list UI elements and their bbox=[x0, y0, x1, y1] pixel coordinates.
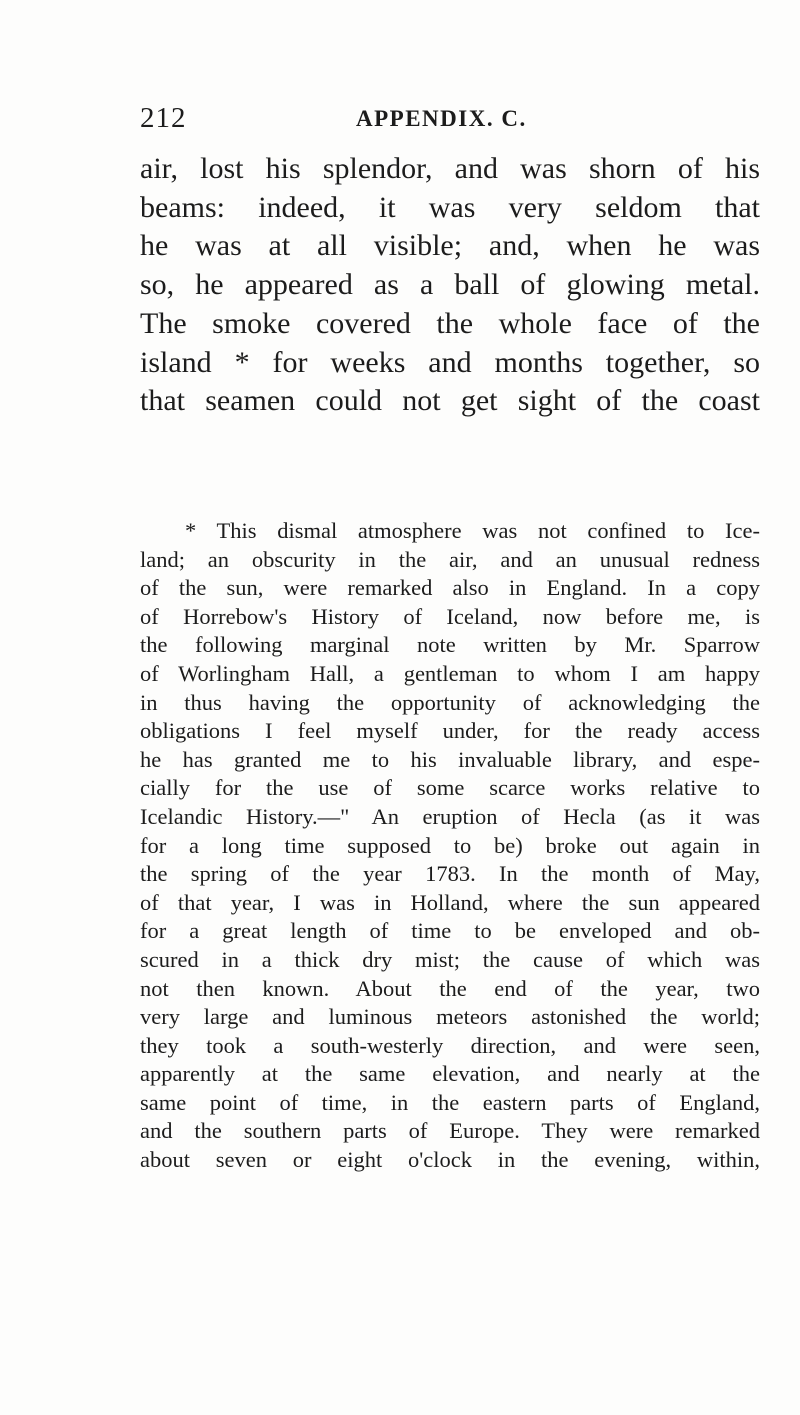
body-line: he was at all visible; and, when he was bbox=[140, 229, 760, 263]
footnote-line: in thus having the opportunity of acknowledging the bbox=[140, 689, 760, 715]
body-text bbox=[140, 150, 760, 421]
body-line: The smoke covered the whole face of the bbox=[140, 306, 760, 340]
footnote-line: for a great length of time to be enveloped and ob- bbox=[140, 918, 760, 944]
footnote-line: of the sun, were remarked also in England. In a copy bbox=[140, 575, 760, 601]
page-header bbox=[140, 102, 660, 142]
footnote-line: he has granted me to his invaluable library, and espe- bbox=[140, 746, 760, 772]
footnote-line: they took a south-westerly direction, and were seen, bbox=[140, 1032, 760, 1058]
footnote bbox=[140, 517, 760, 1175]
body-line: air, lost his splendor, and was shorn of his bbox=[140, 152, 760, 185]
body-line: beams: indeed, it was very seldom that bbox=[140, 190, 760, 224]
footnote-line: the spring of the year 1783. In the month of May, bbox=[140, 861, 760, 887]
footnote-line: land; an obscurity in the air, and an unusual redness bbox=[140, 546, 760, 572]
body-line: island * for weeks and months together, so bbox=[140, 345, 760, 379]
footnote-line: same point of time, in the eastern parts of England, bbox=[140, 1089, 760, 1115]
footnote-line: obligations I feel myself under, for the ready access bbox=[140, 718, 760, 744]
footnote-line: about seven or eight o'clock in the evening, within, bbox=[140, 1147, 760, 1173]
footnote-line: of Worlingham Hall, a gentleman to whom I am happy bbox=[140, 660, 760, 686]
footnote-line: for a long time supposed to be) broke out again in bbox=[140, 832, 760, 858]
footnote-line: Icelandic History.—" An eruption of Hecla (as it was bbox=[140, 803, 760, 829]
footnote-line: cially for the use of some scarce works relative to bbox=[140, 775, 760, 801]
body-line: so, he appeared as a ball of glowing metal. bbox=[140, 268, 760, 302]
body-line: that seamen could not get sight of the coast bbox=[140, 384, 760, 418]
footnote-line: * This dismal atmosphere was not confined to Ice- bbox=[185, 518, 760, 543]
page-number: 212 bbox=[140, 102, 187, 134]
footnote-line: not then known. About the end of the year, two bbox=[140, 975, 760, 1001]
footnote-line: very large and luminous meteors astonished the world; bbox=[140, 1004, 760, 1030]
footnote-line: of Horrebow's History of Iceland, now before me, is bbox=[140, 603, 760, 629]
running-head: APPENDIX. C. bbox=[356, 106, 527, 131]
footnote-line: scured in a thick dry mist; the cause of which was bbox=[140, 946, 760, 972]
footnote-line: apparently at the same elevation, and nearly at the bbox=[140, 1061, 760, 1087]
footnote-line: of that year, I was in Holland, where the sun appeared bbox=[140, 889, 760, 915]
footnote-line: the following marginal note written by Mr. Sparrow bbox=[140, 632, 760, 658]
footnote-line: and the southern parts of Europe. They were remarked bbox=[140, 1118, 760, 1144]
